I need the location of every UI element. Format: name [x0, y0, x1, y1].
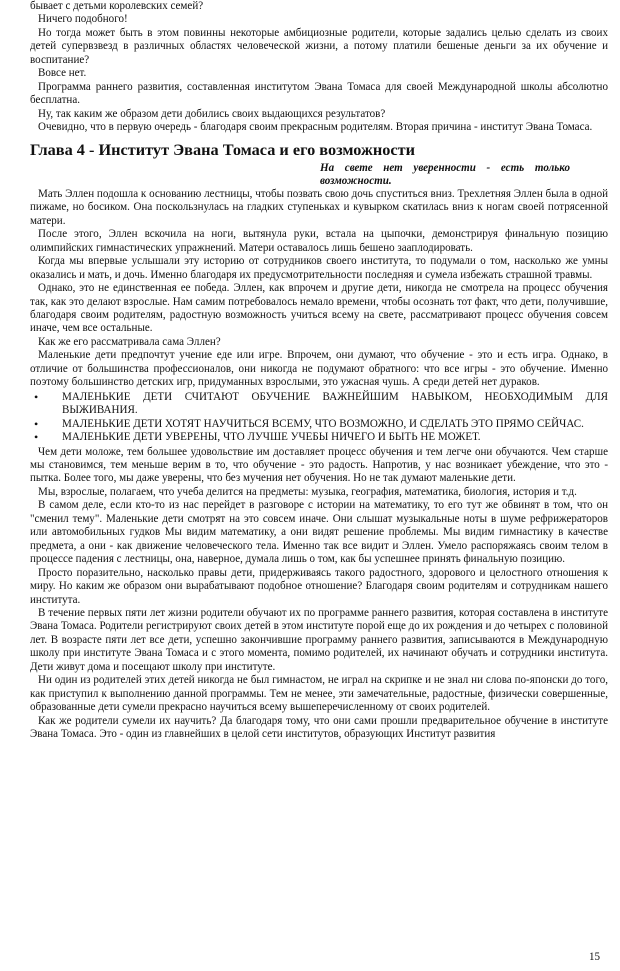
paragraph: В самом деле, если кто-то из нас перейдет в разговоре с истории на математику, то его тут же обвинят в том, что он "сменил тему". Маленькие дети смотрят на это совсем иначе. Они слышат музыкальные ноты в шуме рефрижераторов или автомобильных гудков Мы видим математику, а они видят решение проблемы. Мы видим гимнастику в качестве предмета, а они - как движение человеческого тела. Именно так все видит и Эллен. Умело распоряжаясь своим телом в процессе падения с лестницы, она, наверное, думала лишь о том, как бы успешнее принять финальную позицию.	[30, 499, 608, 566]
paragraph: Маленькие дети предпочтут учение еде или игре. Впрочем, они думают, что обучение - это и есть игра. Однако, в отличие от большинства профессионалов, они никогда не подумают обратного: что все игры - это обучение. Именно поэтому большинство детских игр, придуманных взрослыми, это ужасная чушь. А среди детей нет дураков.	[30, 349, 608, 389]
paragraph: Чем дети моложе, тем большее удовольствие им доставляет процесс обучения и тем легче они обучаются. Чем старше мы становимся, тем меньше верим в то, что обучение - это радость. Напротив, у нас возникает убеждение, что это - пытка. Более того, мы даже уверены, что без мучения нет обучения. Но не так думают маленькие дети.	[30, 445, 608, 485]
paragraph: Однако, это не единственная ее победа. Эллен, как впрочем и другие дети, никогда не смотрела на процесс обучения так, как это делают взрослые. Нам самим потребовалось немало времени, чтобы осознать тот факт, что дети, получившие, благодаря своим родителям, радостную возможность учиться всему на свете, рассматривают процесс обучения совсем иначе, чем все остальные.	[30, 282, 608, 335]
paragraph: Ничего подобного!	[38, 13, 128, 26]
chapter-title: Глава 4 - Институт Эвана Томаса и его возможности	[30, 139, 415, 159]
bullet-icon: •	[34, 389, 39, 404]
paragraph: Ну, так каким же образом дети добились своих выдающихся результатов?	[38, 107, 386, 120]
bullet-item	[30, 391, 608, 418]
epigraph: На свете нет уверенности - есть только возможности.	[320, 161, 570, 187]
bullet-text: МАЛЕНЬКИЕ ДЕТИ ХОТЯТ НАУЧИТЬСЯ ВСЕМУ, ЧТО ВОЗМОЖНО, И СДЕЛАТЬ ЭТО ПРЯМО СЕЙЧАС.	[62, 417, 584, 430]
paragraph: Просто поразительно, насколько правы дети, придерживаясь такого радостного, здорового и целостного отношения к миру. Но каким же образом они вырабатывают подобное отношение? Благодаря своим родителям и сотрудникам нашего института.	[30, 566, 608, 606]
paragraph: Как же его рассматривала сама Эллен?	[38, 335, 221, 348]
document-page	[30, 0, 608, 742]
bullet-icon: •	[34, 416, 39, 431]
paragraph: Ни один из родителей этих детей никогда не был гимнастом, не играл на скрипке и не знал ни слова по-японски до того, как приступил к выполнению данной программы. Тем не менее, эти замечательные, радостные, физически совершенные, образованные дети сумели прекрасно научиться всему вышеперечисленному от своих родителей.	[30, 674, 608, 714]
paragraph: Как же родители сумели их научить? Да благодаря тому, что они сами прошли предварительное обучение в институте Эвана Томаса. Это - один из главнейших в целой сети институтов, образующих Институт развития	[30, 714, 608, 741]
paragraph: Программа раннего развития, составленная институтом Эвана Томаса для своей Международной школы абсолютно бесплатна.	[30, 80, 608, 107]
paragraph: Но тогда может быть в этом повинны некоторые амбициозные родители, которые задались целью сделать из своих детей супервзвезд в различных областях человеческой жизни, а потому платили бешеные деньги за их обучение и воспитание?	[30, 26, 608, 66]
paragraph: Когда мы впервые услышали эту историю от сотрудников своего института, то подумали о том, насколько же умны оказались и мать, и дочь. Именно благодаря их предусмотрительности последняя и сумела избежать страшной травмы.	[30, 255, 608, 281]
bullet-item	[30, 431, 608, 444]
bullet-text: МАЛЕНЬКИЕ ДЕТИ СЧИТАЮТ ОБУЧЕНИЕ ВАЖНЕЙШИМ НАВЫКОМ, НЕОБХОДИМЫМ ДЛЯ ВЫЖИВАНИЯ.	[62, 390, 608, 417]
paragraph: Вовсе нет.	[38, 67, 87, 80]
bullet-text: МАЛЕНЬКИЕ ДЕТИ УВЕРЕНЫ, ЧТО ЛУЧШЕ УЧЕБЫ НИЧЕГО И БЫТЬ НЕ МОЖЕТ.	[62, 431, 481, 444]
paragraph: После этого, Эллен вскочила на ноги, вытянула руки, встала на цыпочки, демонстрируя финальную позицию олимпийских гимнастических упражнений. Матери оставалось лишь бешено зааплодировать.	[30, 228, 608, 254]
bullet-item	[30, 418, 608, 431]
bullet-list	[30, 391, 608, 445]
paragraph: В течение первых пяти лет жизни родители обучают их по программе раннего развития, которая составлена в институте Эвана Томаса. Родители регистрируют своих детей в этом институте порой еще до их рождения и до четырех с половиной лет. В возрасте пяти лет все дети, успешно закончившие программу раннего развития, записываются в Международную школу при институте Эвана Томаса и с этого момента, помимо родителей, их начинают обучать и сотрудники института. Дети живут дома и посещают школу при институте.	[30, 606, 608, 673]
paragraph: бывает с детьми королевских семей?	[30, 0, 204, 12]
paragraph: Мать Эллен подошла к основанию лестницы, чтобы позвать свою дочь спуститься вниз. Трехлетняя Эллен была в одной пижаме, но босиком. Она поскользнулась на гладких ступеньках и кувырком скатилась вниз к ногам своей потрясенной матери.	[30, 187, 608, 227]
paragraph: Мы, взрослые, полагаем, что учеба делится на предметы: музыка, география, математика, биология, история и т.д.	[38, 485, 577, 498]
bullet-icon: •	[34, 430, 39, 445]
paragraph: Очевидно, что в первую очередь - благодаря своим прекрасным родителям. Вторая причина - институт Эвана Томаса.	[38, 121, 593, 134]
page-number: 15	[589, 951, 601, 963]
